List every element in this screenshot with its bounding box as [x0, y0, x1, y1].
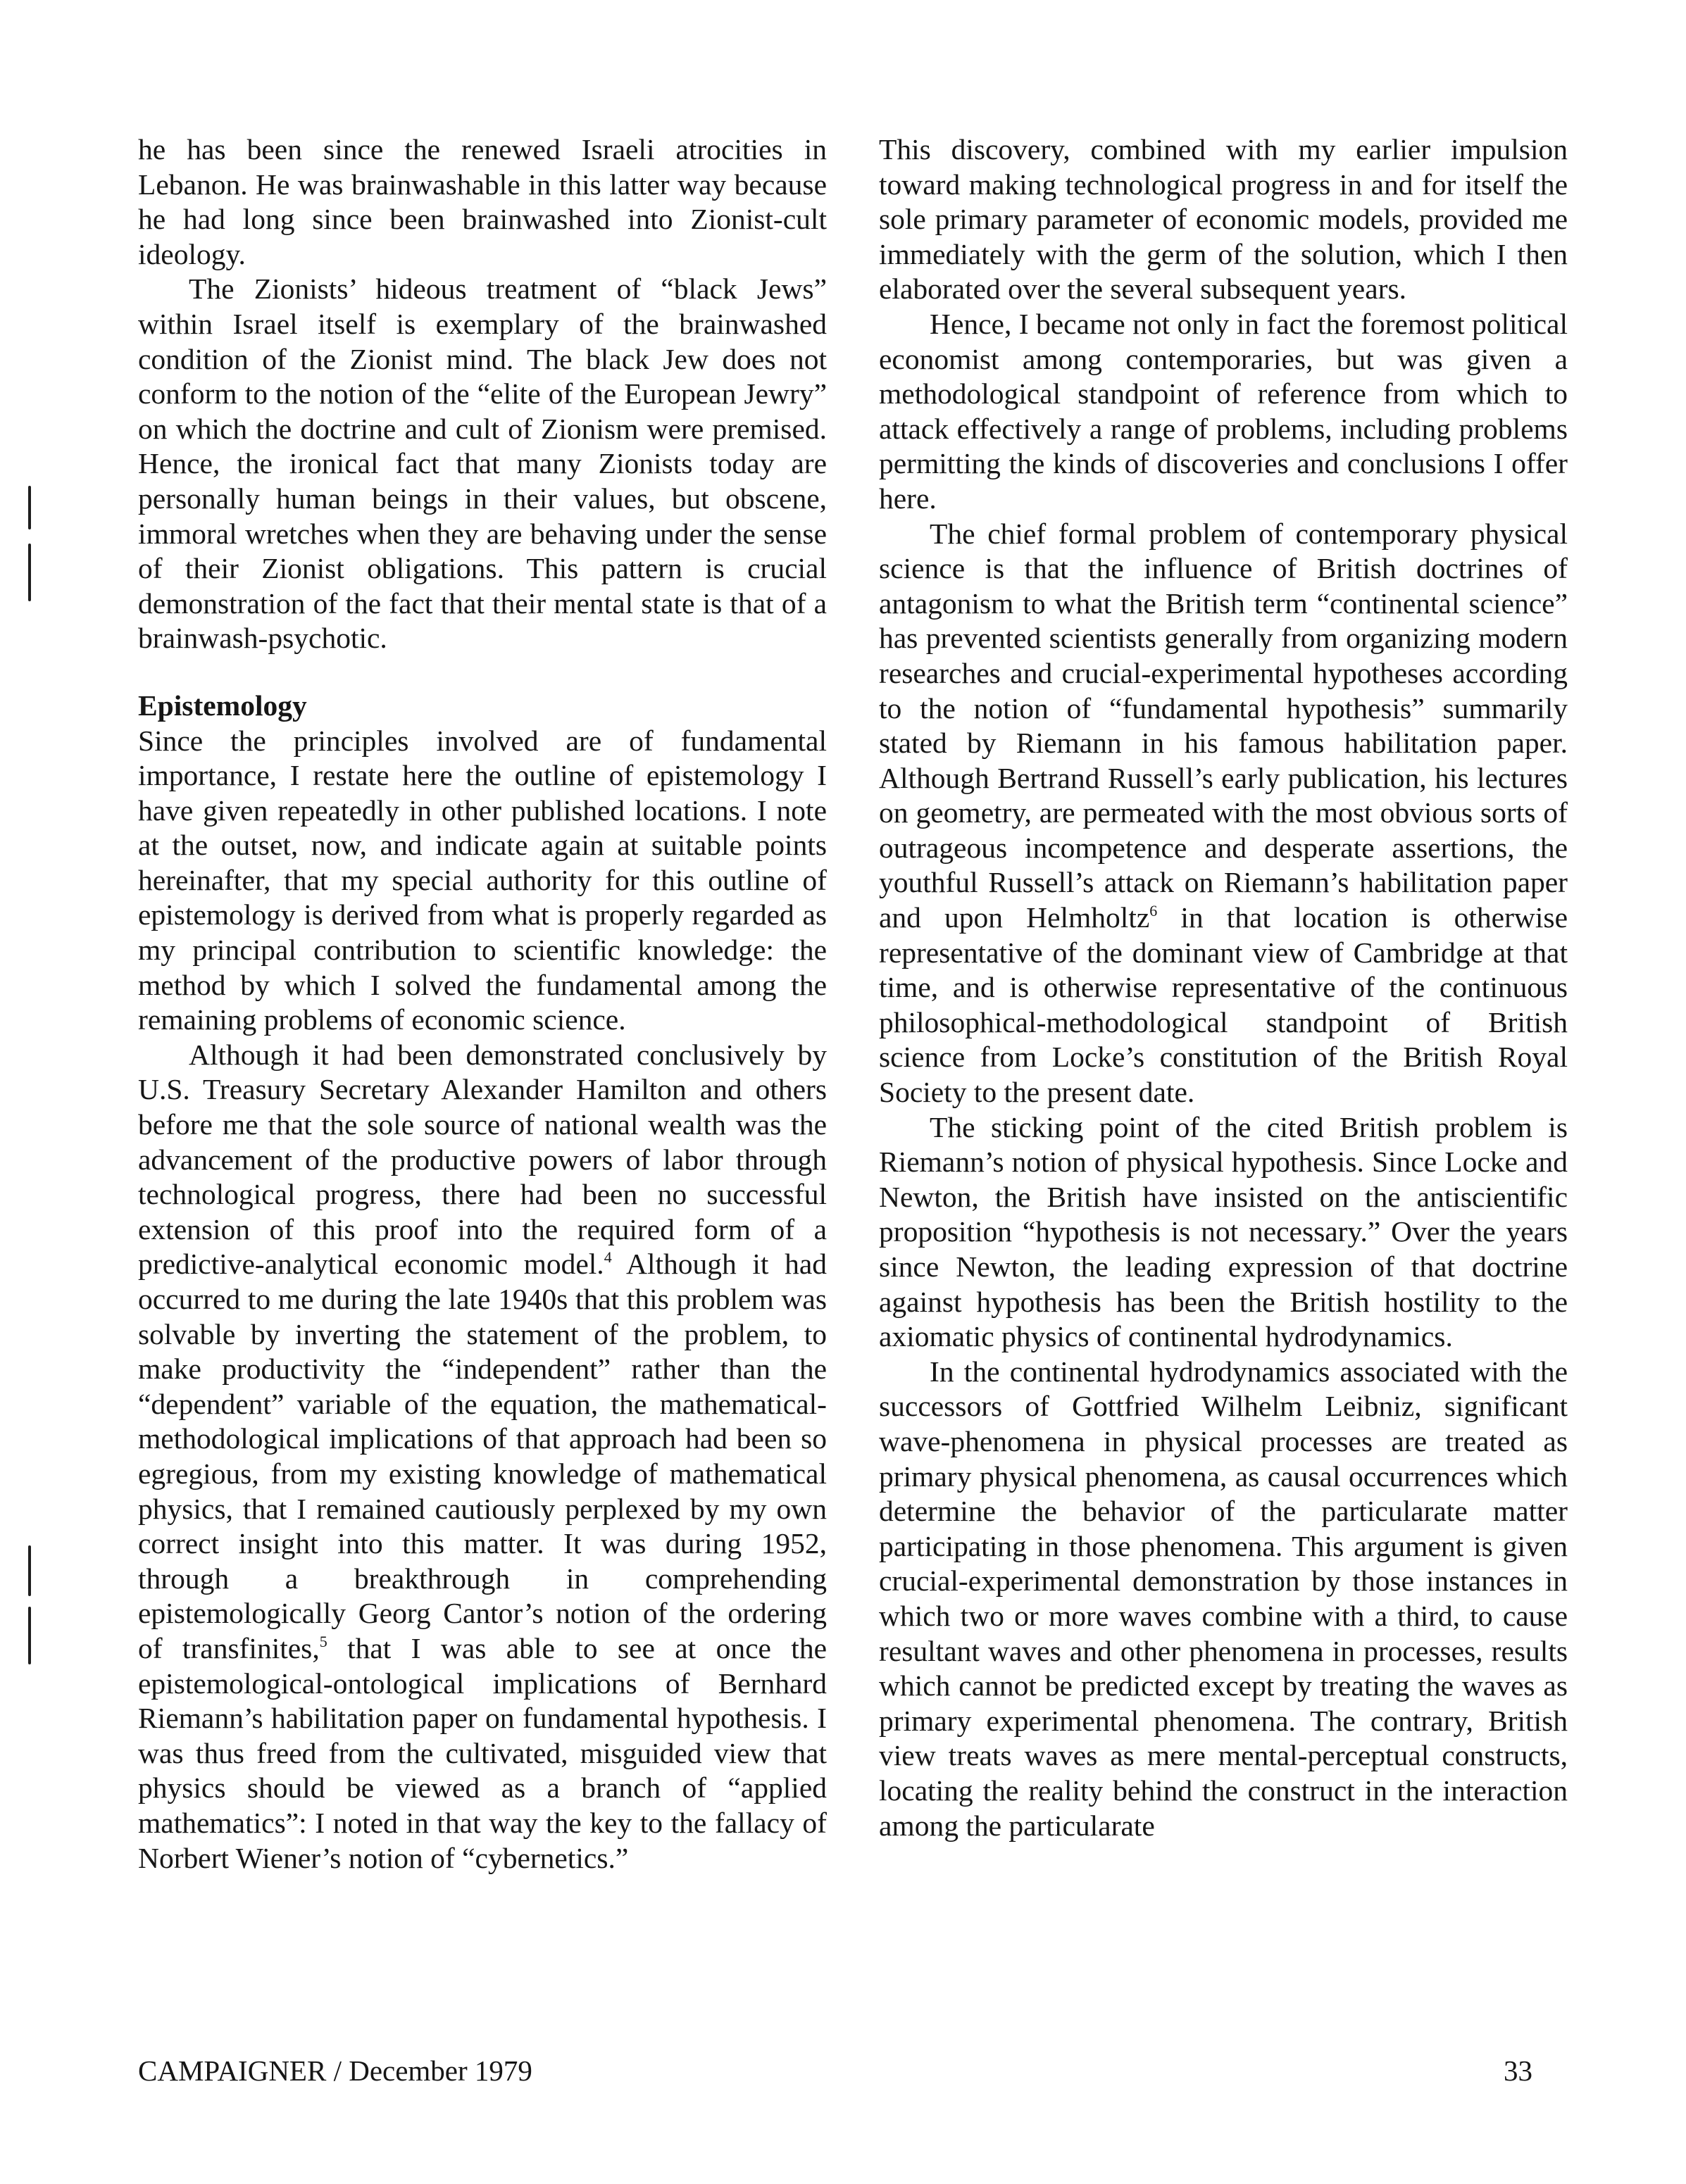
text-run: The chief formal problem of contemporary physical science is that the influence of British doctrines of antagonism to what the British term “continental science” has prevented scientists generally from organizing modern researches and crucial-experimental hypotheses according to the notion of “fundamental hypothesis” summarily stated by Riemann in his famous habilitation paper. Although Bertrand Russell’s early publication, his lectures on geometry, are permeated with the most obvious sorts of outrageous incompetence and desperate assertions, the youthful Russell’s attack on Riemann’s habilitation paper and upon Helmholtz — [879, 517, 1568, 934]
paragraph: he has been since the renewed Israeli atrocities in Lebanon. He was brainwashable in this latter way because he had long since been brainwashed into Zionist-cult ideology. — [138, 133, 827, 270]
text-run: Although it had been demonstrated conclusively by U.S. Treasury Secretary Alexander Hamilton and others before me that the sole source of national wealth was the advancement of the productive powers of labor through technological progress, there had been no successful extension of this proof into the required form of a predictive-analytical economic model. — [138, 1038, 827, 1281]
paragraph: The Zionists’ hideous treatment of “black Jews” within Israel itself is exemplary of the brainwashed condition of the Zionist mind. The black Jew does not conform to the notion of the “elite of the European Jewry” on which the doctrine and cult of Zionism were premised. Hence, the ironical fact that many Zionists today are personally human beings in their values, but obscene, immoral wretches when they are behaving under the sense of their Zionist obligations. This pattern is crucial demonstration of the fact that their mental state is that of a brainwash-psychotic. — [138, 272, 827, 655]
section-heading: Epistemology — [138, 689, 307, 722]
paragraph: In the continental hydrodynamics associated with the successors of Gottfried Wilhelm Leibniz, significant wave-phenomena in physical processes are treated as primary physical phenomena, as causal occurrences which determine the behavior of the particularate matter participating in those phenomena. This argument is given crucial-experimental demonstration by those instances in which two or more waves combine with a third, to cause resultant waves and other phenomena in processes, results which cannot be predicted except by treating the waves as primary experimental phenomena. The contrary, British view treats waves as mere mental-perceptual constructs, locating the reality behind the construct in the interaction among the particularate — [879, 1355, 1568, 1842]
paragraph: The sticking point of the cited British problem is Riemann’s notion of physical hypothesis. Since Locke and Newton, the British have insisted on the antiscientific proposition “hypothesis is not necessary.” Over the years since Newton, the leading expression of that doctrine against hypothesis has been the British hostility to the axiomatic physics of continental hydrodynamics. — [879, 1110, 1568, 1353]
text-run: Although it had occurred to me during the late 1940s that this problem was solvable by inverting the statement of the problem, to make productivity the “independent” rather than the “dependent” variable of the equation, the mathematical-methodological implications of that approach had been so egregious, from my existing knowledge of mathematical physics, that I remained cautiously perplexed by my own correct insight into this matter. It was during 1952, through a breakthrough in comprehending epistemologically Georg Cantor’s notion of the ordering of transfinites, — [138, 1248, 827, 1664]
margin-mark — [28, 544, 31, 601]
paragraph — [138, 1038, 827, 1876]
publication-line: CAMPAIGNER / December 1979 — [138, 2054, 532, 2087]
margin-mark — [28, 486, 31, 529]
margin-mark — [28, 1607, 31, 1664]
footnote-marker: 6 — [1149, 902, 1158, 920]
paragraph: Since the principles involved are of fundamental importance, I restate here the outline of epistemology I have given repeatedly in other published locations. I note at the outset, now, and indicate again at suitable points hereinafter, that my special authority for this outline of epistemology is derived from what is properly regarded as my principal contribution to scientific knowledge: the method by which I solved the fundamental among the remaining problems of economic science. — [138, 724, 827, 1036]
footnote-marker: 4 — [604, 1248, 612, 1267]
left-column — [138, 132, 827, 1876]
paragraph: Hence, I became not only in fact the foremost political economist among contemporaries, but was given a methodological standpoint of reference from which to attack effectively a range of problems, including problems permitting the kinds of discoveries and conclusions I offer here. — [879, 307, 1568, 515]
footnote-marker: 5 — [319, 1632, 327, 1650]
text-run: that I was able to see at once the epistemological-ontological implications of Bernhard Riemann’s habilitation paper on fundamental hypothesis. I was thus freed from the cultivated, misguided view that physics should be viewed as a branch of “applied mathematics”: I noted in that way the key to the fallacy of Norbert Wiener’s notion of “cybernetics.” — [138, 1631, 827, 1874]
margin-mark — [28, 1545, 31, 1596]
paragraph: This discovery, combined with my earlier impulsion toward making technological progress in and for itself the sole primary parameter of economic models, provided me immediately with the germ of the solution, which I then elaborated over the several subsequent years. — [879, 133, 1568, 306]
paragraph — [879, 517, 1568, 1110]
right-column — [879, 132, 1568, 1843]
text-run: in that location is otherwise representative of the dominant view of Cambridge at that time, and is otherwise representative of the continuous philosophical-methodological standpoint of British science from Locke’s constitution of the British Royal Society to the present date. — [879, 901, 1568, 1109]
page-number: 33 — [1504, 2054, 1532, 2087]
